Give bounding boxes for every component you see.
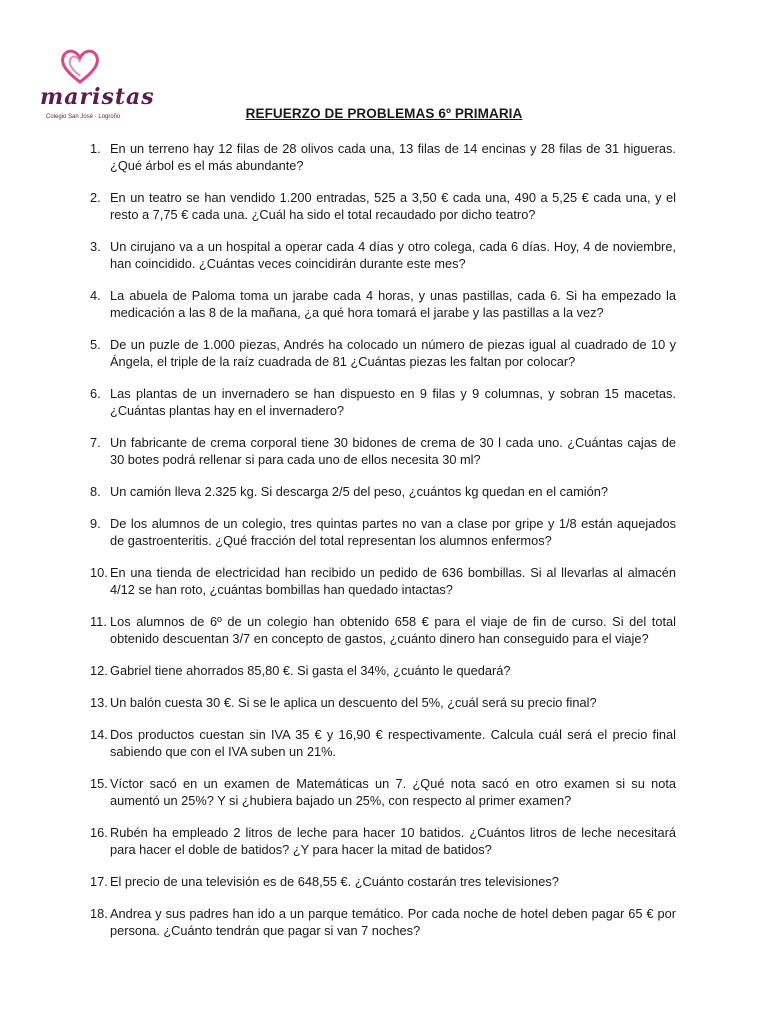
problem-text: De un puzle de 1.000 piezas, Andrés ha colocado un número de piezas igual al cuadrado de 10 y Ángela, el triple de la raíz cuadrada de 81 ¿Cuántas piezas les faltan por colocar? [110, 337, 676, 369]
problem-item [90, 662, 676, 679]
problem-text: La abuela de Paloma toma un jarabe cada 4 horas, y unas pastillas, cada 6. Si ha empezado la medicación a las 8 de la mañana, ¿a qué hora tomará el jarabe y las pastillas a la vez? [110, 288, 676, 320]
problem-item [90, 873, 676, 890]
problem-item [90, 613, 676, 647]
problem-item [90, 515, 676, 549]
problem-number: 4. [90, 288, 101, 303]
problem-text: El precio de una televisión es de 648,55 €. ¿Cuánto costarán tres televisiones? [110, 874, 559, 889]
problem-list [90, 140, 676, 954]
problem-number: 16. [90, 825, 108, 840]
problem-number: 1. [90, 141, 101, 156]
problem-number: 18. [90, 906, 108, 921]
heart-logo-icon [58, 46, 102, 86]
problem-text: En una tienda de electricidad han recibido un pedido de 636 bombillas. Si al llevarlas al almacén 4/12 se han roto, ¿cuántas bombillas han quedado intactas? [110, 565, 676, 597]
problem-item [90, 483, 676, 500]
problem-item [90, 564, 676, 598]
problem-text: Víctor sacó en un examen de Matemáticas un 7. ¿Qué nota sacó en otro examen si su nota aumentó un 25%? Y si ¿hubiera bajado un 25%, con respecto al primer examen? [110, 776, 676, 808]
problem-item [90, 905, 676, 939]
problem-text: Un cirujano va a un hospital a operar cada 4 días y otro colega, cada 6 días. Hoy, 4 de noviembre, han coincidido. ¿Cuántas veces coincidirán durante este mes? [110, 239, 676, 271]
page-title: REFUERZO DE PROBLEMAS 6º PRIMARIA [245, 106, 523, 121]
logo-subtitle: Colegio San José · Logroño [46, 114, 121, 120]
problem-text: Gabriel tiene ahorrados 85,80 €. Si gasta el 34%, ¿cuánto le quedará? [110, 663, 511, 678]
problem-item [90, 385, 676, 419]
problem-number: 12. [90, 663, 108, 678]
problem-number: 2. [90, 190, 101, 205]
problem-item [90, 775, 676, 809]
problem-number: 13. [90, 695, 108, 710]
problem-text: Andrea y sus padres han ido a un parque temático. Por cada noche de hotel deben pagar 65 € por persona. ¿Cuánto tendrán que pagar si van 7 noches? [110, 906, 676, 938]
problem-number: 8. [90, 484, 101, 499]
problem-text: Las plantas de un invernadero se han dispuesto en 9 filas y 9 columnas, y sobran 15 macetas. ¿Cuántas plantas hay en el invernadero? [110, 386, 676, 418]
problem-item [90, 434, 676, 468]
problem-number: 7. [90, 435, 101, 450]
problem-number: 17. [90, 874, 108, 889]
problem-text: En un teatro se han vendido 1.200 entradas, 525 a 3,50 € cada una, 490 a 5,25 € cada una, y el resto a 7,75 € cada una. ¿Cuál ha sido el total recaudado por dicho teatro? [110, 190, 676, 222]
problem-item [90, 824, 676, 858]
problem-number: 10. [90, 565, 108, 580]
problem-text: Los alumnos de 6º de un colegio han obtenido 658 € para el viaje de fin de curso. Si del total obtenido descuentan 3/7 en concepto de gastos, ¿cuánto dinero han conseguido para el viaje? [110, 614, 676, 646]
problem-item [90, 238, 676, 272]
problem-item [90, 287, 676, 321]
problem-item [90, 140, 676, 174]
problem-text: Dos productos cuestan sin IVA 35 € y 16,90 € respectivamente. Calcula cuál será el precio final sabiendo que con el IVA suben un 21%. [110, 727, 676, 759]
problem-number: 15. [90, 776, 108, 791]
problem-number: 5. [90, 337, 101, 352]
problem-text: Un camión lleva 2.325 kg. Si descarga 2/5 del peso, ¿cuántos kg quedan en el camión? [110, 484, 608, 499]
problem-number: 6. [90, 386, 101, 401]
problem-text: De los alumnos de un colegio, tres quintas partes no van a clase por gripe y 1/8 están aquejados de gastroenteritis. ¿Qué fracción del total representan los alumnos enfermos? [110, 516, 676, 548]
problem-number: 3. [90, 239, 101, 254]
problem-number: 14. [90, 727, 108, 742]
problem-item [90, 694, 676, 711]
problem-number: 9. [90, 516, 101, 531]
problem-text: Un balón cuesta 30 €. Si se le aplica un descuento del 5%, ¿cuál será su precio final? [110, 695, 597, 710]
logo-wordmark: maristas [40, 84, 155, 110]
problem-text: Un fabricante de crema corporal tiene 30 bidones de crema de 30 l cada uno. ¿Cuántas cajas de 30 botes podrá rellenar si para cada uno de ellos necesita 30 ml? [110, 435, 676, 467]
problem-number: 11. [90, 614, 107, 629]
problem-item [90, 336, 676, 370]
problem-text: En un terreno hay 12 filas de 28 olivos cada una, 13 filas de 14 encinas y 28 filas de 31 higueras. ¿Qué árbol es el más abundante? [110, 141, 676, 173]
problem-item [90, 189, 676, 223]
problem-item [90, 726, 676, 760]
problem-text: Rubén ha empleado 2 litros de leche para hacer 10 batidos. ¿Cuántos litros de leche necesitará para hacer el doble de batidos? ¿Y para hacer la mitad de batidos? [110, 825, 676, 857]
